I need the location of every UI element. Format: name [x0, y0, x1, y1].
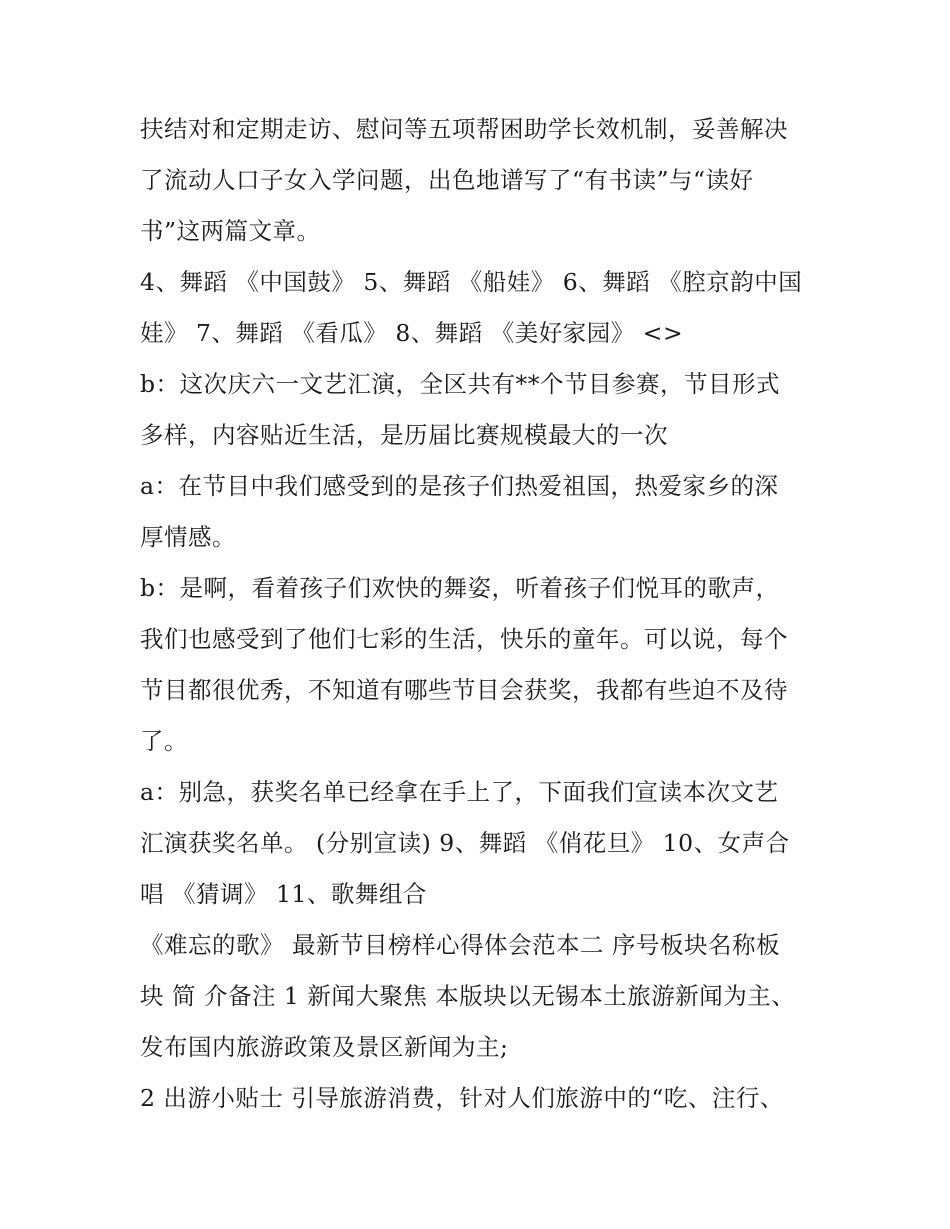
- text-line: 我们也感受到了他们七彩的生活，快乐的童年。可以说，每个: [140, 625, 788, 653]
- text-line: 了。: [140, 727, 188, 755]
- document-body: [140, 104, 820, 1124]
- text-line: b：是啊，看着孩子们欢快的舞姿，听着孩子们悦耳的歌声，: [140, 574, 780, 602]
- text-line: 块 简 介备注 1 新闻大聚焦 本版块以无锡本土旅游新闻为主、: [140, 982, 796, 1010]
- text-line: 书”这两篇文章。: [140, 217, 321, 245]
- text-line: 节目都很优秀，不知道有哪些节目会获奖，我都有些迫不及待: [140, 676, 788, 704]
- text-line: 2 出游小贴士 引导旅游消费，针对人们旅游中的“吃、注行、: [140, 1084, 784, 1112]
- text-line: a：别急，获奖名单已经拿在手上了，下面我们宣读本次文艺: [140, 778, 779, 806]
- text-line: 扶结对和定期走访、慰问等五项帮困助学长效机制，妥善解决: [140, 115, 788, 143]
- text-line: 了流动人口子女入学问题，出色地谱写了“有书读”与“读好: [140, 166, 754, 194]
- text-line: 唱 《猜调》 11、歌舞组合: [140, 880, 427, 908]
- text-line: 4、舞蹈 《中国鼓》 5、舞蹈 《船娃》 6、舞蹈 《腔京韵中国: [140, 268, 803, 296]
- text-line: 汇演获奖名单。 (分别宣读) 9、舞蹈 《俏花旦》 10、女声合: [140, 829, 790, 857]
- text-line: 多样，内容贴近生活，是历届比赛规模最大的一次: [140, 421, 668, 449]
- text-line: 《难忘的歌》 最新节目榜样心得体会范本二 序号板块名称板: [140, 931, 780, 959]
- text-line: a：在节目中我们感受到的是孩子们热爱祖国，热爱家乡的深: [140, 472, 779, 500]
- text-line: 厚情感。: [140, 523, 236, 551]
- text-line: 发布国内旅游政策及景区新闻为主;: [140, 1033, 509, 1061]
- text-line: b：这次庆六一文艺汇演，全区共有**个节目参赛，节目形式: [140, 370, 781, 398]
- text-line: 娃》 7、舞蹈 《看瓜》 8、舞蹈 《美好家园》 <>: [140, 319, 684, 347]
